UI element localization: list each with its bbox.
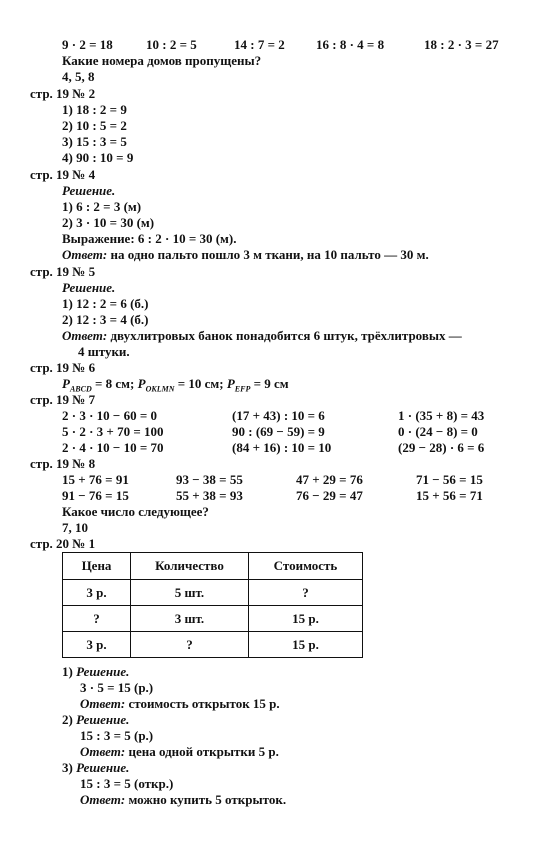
table-cell: ? xyxy=(131,632,249,658)
perimeter-subscript: OKLMN xyxy=(145,384,175,394)
equation: 76 − 29 = 47 xyxy=(296,488,363,503)
table-cell: 3 р. xyxy=(63,632,131,658)
answer-line xyxy=(62,328,462,344)
expression: 1 · (35 + 8) = 43 xyxy=(398,408,485,423)
perimeter-symbol: P xyxy=(62,376,70,391)
table-row xyxy=(63,580,363,606)
answer-line xyxy=(62,247,429,263)
equation: 47 + 29 = 76 xyxy=(296,472,363,487)
table-cell: 3 шт. xyxy=(131,606,249,632)
equation: 55 + 38 = 93 xyxy=(176,488,243,503)
answer-text: стоимость открыток 15 р. xyxy=(128,696,280,711)
expression: 2 · 3 · 10 − 60 = 0 xyxy=(62,408,157,423)
table-cell: 3 р. xyxy=(63,580,131,606)
perimeter-value: = 10 см; xyxy=(174,376,227,391)
part-heading xyxy=(62,712,129,728)
part-number: 3) xyxy=(62,760,73,775)
solution-line: 1) 6 : 2 = 3 (м) xyxy=(62,199,142,214)
solution-label: Решение. xyxy=(62,183,116,198)
section-heading: стр. 19 № 6 xyxy=(30,360,96,375)
solution-label: Решение. xyxy=(76,664,130,679)
solution-line: 1) 12 : 2 = 6 (б.) xyxy=(62,296,149,311)
solution-line: 4) 90 : 10 = 9 xyxy=(62,150,134,165)
expression: 90 : (69 − 59) = 9 xyxy=(232,424,325,439)
equation: 15 + 76 = 91 xyxy=(62,472,129,487)
part-heading xyxy=(62,664,129,680)
table-header-cell: Цена xyxy=(63,553,131,580)
answer-label: Ответ: xyxy=(80,744,126,759)
answer-text: на одно пальто пошло 3 м ткани, на 10 пальто — 30 м. xyxy=(110,247,429,262)
section-heading: стр. 19 № 7 xyxy=(30,392,96,407)
expression: 5 · 2 · 3 + 70 = 100 xyxy=(62,424,164,439)
solution-line: 15 : 3 = 5 (р.) xyxy=(80,728,154,743)
answer-label: Ответ: xyxy=(80,792,126,807)
table-header-cell: Стоимость xyxy=(249,553,363,580)
section-heading: стр. 19 № 2 xyxy=(30,86,96,101)
solution-line: 2) 10 : 5 = 2 xyxy=(62,118,127,133)
question-text: Какое число следующее? xyxy=(62,504,209,519)
answer-text: 4, 5, 8 xyxy=(62,69,95,84)
solution-line: 3) 15 : 3 = 5 xyxy=(62,134,127,149)
section-heading: стр. 19 № 8 xyxy=(30,456,96,471)
solution-line: 1) 18 : 2 = 9 xyxy=(62,102,127,117)
table-cell: 15 р. xyxy=(249,606,363,632)
equation: 71 − 56 = 15 xyxy=(416,472,483,487)
answer-label: Ответ: xyxy=(62,328,108,343)
answer-line xyxy=(80,696,280,712)
solution-label: Решение. xyxy=(76,760,130,775)
solution-line: 3 · 5 = 15 (р.) xyxy=(80,680,154,695)
answer-text: можно купить 5 открыток. xyxy=(128,792,287,807)
section-heading: стр. 19 № 5 xyxy=(30,264,96,279)
equation: 16 : 8 · 4 = 8 xyxy=(316,37,385,52)
solution-label: Решение. xyxy=(76,712,130,727)
price-table xyxy=(62,552,363,658)
answer-line xyxy=(80,792,286,808)
solution-label: Решение. xyxy=(62,280,116,295)
perimeter-subscript: EFP xyxy=(234,384,251,394)
expression: (17 + 43) : 10 = 6 xyxy=(232,408,325,423)
equation: 14 : 7 = 2 xyxy=(234,37,285,52)
section-heading: стр. 20 № 1 xyxy=(30,536,96,551)
part-number: 2) xyxy=(62,712,73,727)
answer-line xyxy=(80,744,279,760)
table-row xyxy=(63,632,363,658)
table-cell: ? xyxy=(249,580,363,606)
table-row xyxy=(63,606,363,632)
table-cell: 5 шт. xyxy=(131,580,249,606)
solution-line: 2) 12 : 3 = 4 (б.) xyxy=(62,312,149,327)
equation: 9 · 2 = 18 xyxy=(62,37,113,52)
part-heading xyxy=(62,760,129,776)
table-cell: ? xyxy=(63,606,131,632)
solution-line: 15 : 3 = 5 (откр.) xyxy=(80,776,174,791)
equation: 18 : 2 · 3 = 27 xyxy=(424,37,499,52)
expression: (84 + 16) : 10 = 10 xyxy=(232,440,332,455)
solution-line: 2) 3 · 10 = 30 (м) xyxy=(62,215,155,230)
table-header-cell: Количество xyxy=(131,553,249,580)
answer-text: цена одной открытки 5 р. xyxy=(128,744,279,759)
expression: 2 · 4 · 10 − 10 = 70 xyxy=(62,440,164,455)
equation: 10 : 2 = 5 xyxy=(146,37,197,52)
equation: 15 + 56 = 71 xyxy=(416,488,483,503)
equation: 91 − 76 = 15 xyxy=(62,488,129,503)
equation: 93 − 38 = 55 xyxy=(176,472,243,487)
table-cell: 15 р. xyxy=(249,632,363,658)
perimeter-symbol: P xyxy=(226,376,235,391)
question-text: Какие номера домов пропущены? xyxy=(62,53,262,68)
answer-label: Ответ: xyxy=(62,247,108,262)
answer-text: 7, 10 xyxy=(62,520,88,535)
perimeter-symbol: P xyxy=(137,376,146,391)
answer-label: Ответ: xyxy=(80,696,126,711)
table-header-row xyxy=(63,553,363,580)
expression: 0 · (24 − 8) = 0 xyxy=(398,424,478,439)
perimeter-subscript: ABCD xyxy=(69,384,92,394)
perimeter-value: = 9 см xyxy=(250,376,289,391)
expression: (29 − 28) · 6 = 6 xyxy=(398,440,485,455)
expression-line: Выражение: 6 : 2 · 10 = 30 (м). xyxy=(62,231,237,246)
section-heading: стр. 19 № 4 xyxy=(30,167,96,182)
part-number: 1) xyxy=(62,664,73,679)
answer-continuation: 4 штуки. xyxy=(78,344,130,359)
perimeter-value: = 8 см; xyxy=(91,376,138,391)
answer-text: двухлитровых банок понадобится 6 штук, трёхлитровых — xyxy=(110,328,462,343)
perimeter-line xyxy=(62,376,289,398)
